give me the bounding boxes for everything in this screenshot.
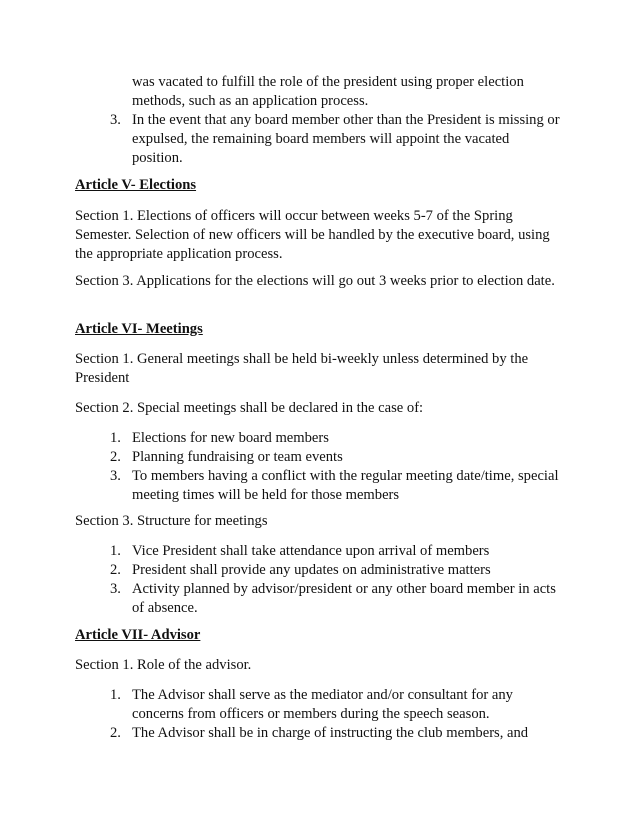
list-item-text: Vice President shall take attendance upon arrival of members — [132, 543, 490, 559]
advisor-role-list — [110, 686, 562, 743]
meeting-structure-list — [110, 542, 562, 618]
list-item-number: 1. — [110, 430, 121, 446]
list-item — [110, 580, 562, 618]
article6-section3: Section 3. Structure for meetings — [75, 513, 268, 529]
list-item — [110, 724, 562, 743]
list-item-number: 2. — [110, 449, 121, 465]
list-item-text: President shall provide any updates on administrative matters — [132, 562, 491, 578]
continuation-paragraph: was vacated to fulfill the role of the president using proper election methods, such as an application process. — [132, 74, 524, 109]
list-item-number: 1. — [110, 543, 121, 559]
list-item-text: Elections for new board members — [132, 430, 329, 446]
list-item-number: 2. — [110, 562, 121, 578]
list-item-text: The Advisor shall serve as the mediator and/or consultant for any concerns from officers or members during the speech season. — [132, 687, 513, 722]
list-item-text: Activity planned by advisor/president or any other board member in acts of absence. — [132, 581, 556, 616]
list-item — [110, 561, 562, 580]
article7-section1: Section 1. Role of the advisor. — [75, 657, 252, 673]
list-item — [110, 429, 562, 448]
article6-heading: Article VI- Meetings — [75, 321, 203, 337]
article5-heading: Article V- Elections — [75, 177, 197, 193]
article5-section1: Section 1. Elections of officers will occur between weeks 5-7 of the Spring Semester. Selection of new officers will be handled by the executive board, using the appropriate application process. — [75, 208, 550, 262]
list-item-text: Planning fundraising or team events — [132, 449, 343, 465]
list-item-text: In the event that any board member other than the President is missing or expulsed, the remaining board members will appoint the vacated position. — [132, 112, 560, 166]
article7-heading: Article VII- Advisor — [75, 627, 201, 643]
list-item-number: 3. — [110, 468, 121, 484]
list-item-number: 1. — [110, 687, 121, 703]
article4-list — [110, 111, 562, 168]
list-item — [110, 467, 562, 505]
list-item-number: 3. — [110, 581, 121, 597]
list-item-text: The Advisor shall be in charge of instructing the club members, and — [132, 725, 529, 741]
list-item — [110, 686, 562, 724]
list-item — [110, 542, 562, 561]
list-item — [110, 111, 562, 168]
list-item — [110, 448, 562, 467]
list-item-text: To members having a conflict with the regular meeting date/time, special meeting times will be held for those members — [132, 468, 559, 503]
article5-section3: Section 3. Applications for the elections will go out 3 weeks prior to election date. — [75, 273, 555, 289]
special-meetings-list — [110, 429, 562, 505]
list-item-number: 3. — [110, 112, 121, 128]
article6-section2: Section 2. Special meetings shall be declared in the case of: — [75, 400, 424, 416]
list-item-number: 2. — [110, 725, 121, 741]
article6-section1: Section 1. General meetings shall be held bi-weekly unless determined by the President — [75, 351, 529, 386]
